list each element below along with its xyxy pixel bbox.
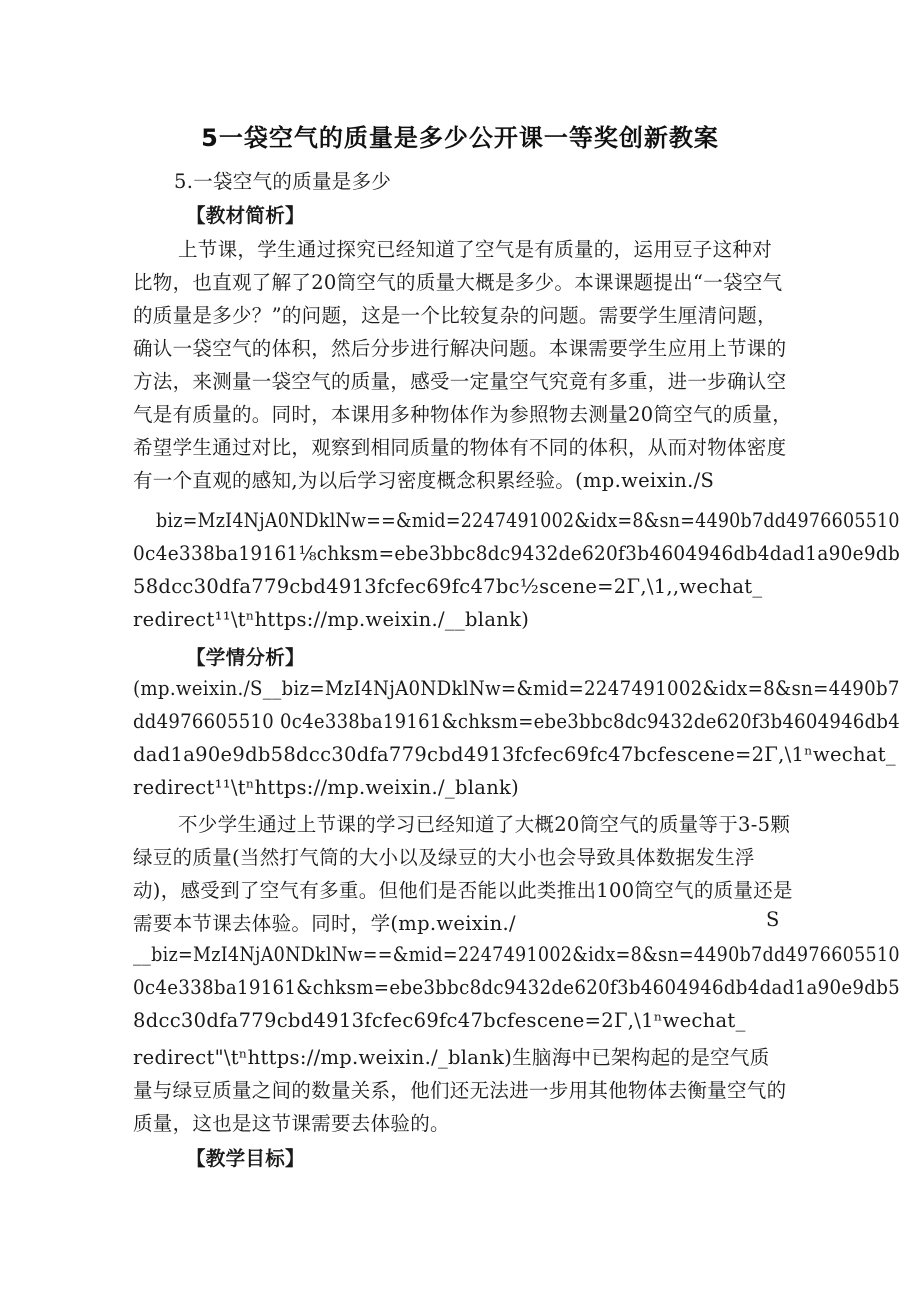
paragraph-line: redirect¹¹\tⁿhttps://mp.weixin./_blank) bbox=[133, 776, 520, 799]
paragraph-line: 气是有质量的。同时，本课用多种物体作为参照物去测量20筒空气的质量， bbox=[133, 403, 793, 426]
paragraph-line: dd4976605510 0c4e338ba19161&chksm=ebe3bbc8dc9432de620f3b4604946db4 bbox=[133, 710, 900, 733]
paragraph-line: 希望学生通过对比，观察到相同质量的物体有不同的体积，从而对物体密度 bbox=[133, 436, 787, 459]
paragraph-line: 绿豆的质量(当然打气筒的大小以及绿豆的大小也会导致具体数据发生浮 bbox=[133, 846, 755, 869]
paragraph-line: 0c4e338ba19161&chksm=ebe3bbc8dc9432de620f3b4604946db4dad1a90e9db5 bbox=[133, 976, 901, 999]
paragraph-line: 上节课，学生通过探究已经知道了空气是有质量的，运用豆子这种对 bbox=[178, 238, 773, 261]
paragraph-line: dad1a90e9db58dcc30dfa779cbd4913fcfec69fc47bcfescene=2Γ,\1ⁿwechat_ bbox=[133, 743, 896, 766]
section-heading-learner-analysis: 【学情分析】 bbox=[186, 646, 305, 669]
document-title: 5一袋空气的质量是多少公开课一等奖创新教案 bbox=[201, 124, 719, 152]
paragraph-line: 8dcc30dfa779cbd4913fcfec69fc47bcfescene=2Γ,\1ⁿwechat_ bbox=[133, 1009, 746, 1032]
paragraph-line: 确认一袋空气的体积，然后分步进行解决问题。本课需要学生应用上节课的 bbox=[133, 337, 787, 360]
paragraph-line: 方法，来测量一袋空气的质量，感受一定量空气究竟有多重，进一步确认空 bbox=[133, 370, 787, 393]
paragraph-line: biz=MzI4NjA0NDklNw==&mid=2247491002&idx=8&sn=4490b7dd4976605510 bbox=[156, 509, 900, 532]
paragraph-line: S bbox=[766, 908, 780, 931]
lesson-subtitle: 5.一袋空气的质量是多少 bbox=[174, 170, 392, 193]
paragraph-line: 的质量是多少？”的问题，这是一个比较复杂的问题。需要学生厘清问题， bbox=[133, 304, 777, 327]
paragraph-line: (mp.weixin./S__biz=MzI4NjA0NDklNw=&mid=2247491002&idx=8&sn=4490b7 bbox=[133, 677, 900, 700]
section-heading-teaching-goals: 【教学目标】 bbox=[186, 1147, 305, 1170]
paragraph-line: 58dcc30dfa779cbd4913fcfec69fc47bc½scene=2Γ,\1,,wechat_ bbox=[133, 575, 763, 598]
paragraph-line: 质量，这也是这节课需要去体验的。 bbox=[133, 1112, 450, 1135]
paragraph-line: redirect¹¹\tⁿhttps://mp.weixin./__blank) bbox=[133, 608, 530, 631]
paragraph-line: 不少学生通过上节课的学习已经知道了大概20筒空气的质量等于3-5颗 bbox=[178, 813, 791, 836]
paragraph-line: __biz=MzI4NjA0NDklNw==&mid=2247491002&idx=8&sn=4490b7dd4976605510 bbox=[133, 943, 900, 966]
paragraph-line: 有一个直观的感知,为以后学习密度概念积累经验。(mp.weixin./S bbox=[133, 469, 715, 492]
paragraph-line: 动)，感受到了空气有多重。但他们是否能以此类推出100筒空气的质量还是 bbox=[133, 879, 793, 902]
paragraph-line: 需要本节课去体验。同时，学(mp.weixin./ bbox=[133, 912, 516, 935]
paragraph-line: 比物，也直观了解了20筒空气的质量大概是多少。本课课题提出“一袋空气 bbox=[133, 271, 783, 294]
paragraph-line: 量与绿豆质量之间的数量关系，他们还无法进一步用其他物体去衡量空气的 bbox=[133, 1079, 787, 1102]
paragraph-line: 0c4e338ba19161⅛chksm=ebe3bbc8dc9432de620f3b4604946db4dad1a90e9db bbox=[133, 542, 901, 565]
section-heading-material-analysis: 【教材简析】 bbox=[186, 204, 305, 227]
paragraph-line: redirect"\tⁿhttps://mp.weixin./_blank)生脑海中已架构起的是空气质 bbox=[133, 1046, 770, 1069]
